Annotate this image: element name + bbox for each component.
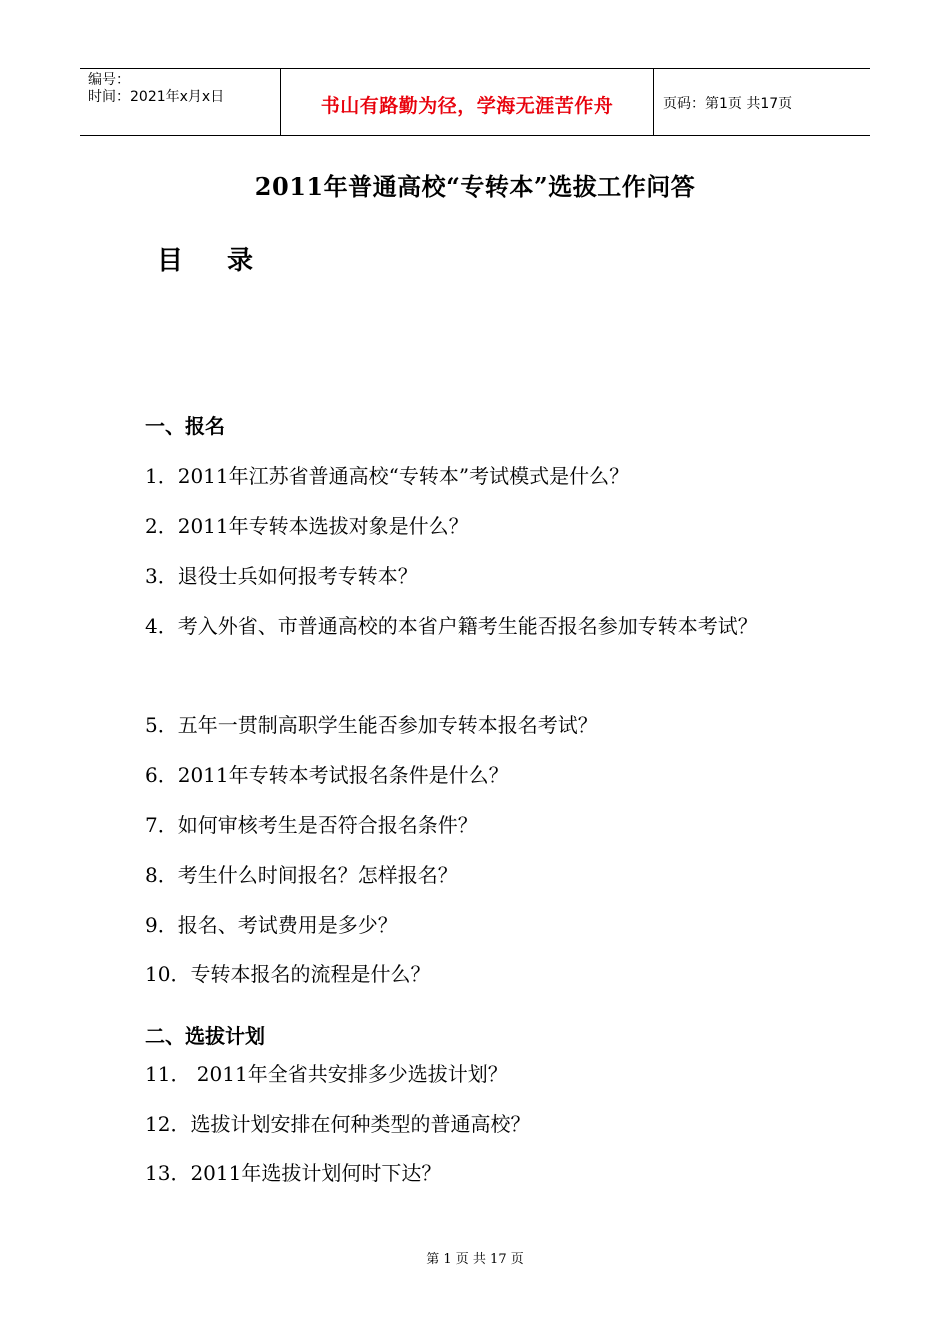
section-heading-registration: 一、报名 — [145, 414, 225, 438]
toc-item: 5．五年一贯制高职学生能否参加专转本报名考试？ — [145, 713, 598, 737]
toc-item: 10．专转本报名的流程是什么？ — [145, 962, 431, 986]
toc-title-char-2: 录 — [227, 246, 254, 276]
page-header — [80, 68, 870, 136]
number-label: 编号： — [88, 72, 130, 88]
page-footer: 第 1 页 共 17 页 — [426, 1252, 524, 1267]
section-heading-plan: 二、选拔计划 — [145, 1024, 265, 1048]
time-label: 时间：2021年x月x日 — [88, 89, 225, 105]
toc-item: 13．2011年选拔计划何时下达？ — [145, 1161, 442, 1185]
toc-item: 2．2011年专转本选拔对象是什么？ — [145, 514, 469, 538]
toc-item: 11． 2011年全省共安排多少选拔计划？ — [145, 1062, 508, 1086]
header-page-info-cell — [654, 69, 870, 135]
toc-title — [157, 240, 253, 277]
toc-item: 6．2011年专转本考试报名条件是什么？ — [145, 763, 509, 787]
toc-item: 9．报名、考试费用是多少？ — [145, 913, 398, 937]
header-page-info: 页码：第1页 共17页 — [663, 96, 793, 112]
toc-item: 12．选拔计划安排在何种类型的普通高校？ — [145, 1112, 531, 1136]
toc-item: 7．如何审核考生是否符合报名条件？ — [145, 813, 478, 837]
toc-title-char-1: 目 — [157, 246, 184, 276]
header-motto: 书山有路勤为径，学海无涯苦作舟 — [320, 94, 614, 117]
toc-item: 1．2011年江苏省普通高校“专转本”考试模式是什么？ — [145, 464, 630, 488]
toc-item: 8．考生什么时间报名？怎样报名？ — [145, 863, 458, 887]
document-title: 2011年普通高校“专转本”选拔工作问答 — [254, 172, 696, 201]
toc-item: 4．考入外省、市普通高校的本省户籍考生能否报名参加专转本考试？ — [145, 614, 758, 638]
header-motto-cell — [281, 69, 654, 135]
header-meta — [80, 69, 281, 135]
toc-item: 3．退役士兵如何报考专转本？ — [145, 564, 418, 588]
